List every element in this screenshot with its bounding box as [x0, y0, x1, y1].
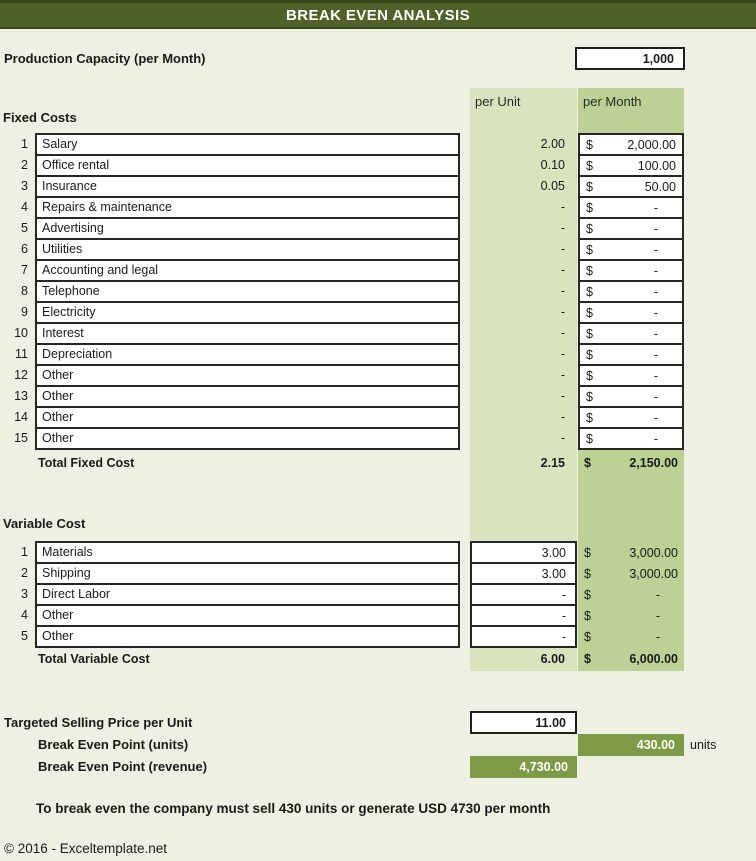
- fixed-cost-row: [0, 217, 756, 240]
- currency-symbol: $: [586, 347, 593, 362]
- per-month-value: -: [655, 629, 660, 644]
- per-unit-value: 0.10: [540, 158, 565, 172]
- per-month-cell: [578, 625, 684, 648]
- currency-symbol: $: [584, 545, 591, 560]
- fixed-cost-row: [0, 322, 756, 345]
- cost-name-cell[interactable]: Direct Labor: [35, 583, 460, 606]
- row-number: 4: [21, 608, 28, 622]
- per-month-cell[interactable]: [578, 385, 684, 408]
- row-number: 14: [14, 410, 28, 424]
- row-number: 3: [21, 179, 28, 193]
- per-month-value: -: [653, 200, 658, 215]
- variable-cost-row: [0, 625, 756, 648]
- total-variable-cost-row: [0, 648, 756, 671]
- per-unit-column-header: per Unit: [475, 94, 521, 109]
- row-number: 1: [21, 545, 28, 559]
- cost-name-cell[interactable]: Interest: [35, 322, 460, 345]
- per-month-value: -: [653, 368, 658, 383]
- per-month-value: -: [653, 284, 658, 299]
- per-month-value: -: [653, 263, 658, 278]
- total-variable-per-month: 6,000.00: [629, 652, 678, 666]
- currency-symbol: $: [586, 368, 593, 383]
- per-month-value: -: [653, 326, 658, 341]
- per-month-cell[interactable]: [578, 406, 684, 429]
- variable-costs-rows: [0, 541, 756, 648]
- fixed-cost-row: [0, 343, 756, 366]
- per-month-cell[interactable]: [578, 133, 684, 156]
- per-month-value: 3,000.00: [629, 545, 678, 560]
- per-unit-value: -: [560, 431, 565, 445]
- fixed-cost-row: [0, 238, 756, 261]
- per-month-value: -: [653, 221, 658, 236]
- per-month-cell: [578, 541, 684, 564]
- currency-symbol: $: [584, 629, 591, 644]
- per-month-value: 100.00: [637, 158, 676, 173]
- per-month-value: -: [653, 431, 658, 446]
- bep-units-suffix: units: [690, 738, 717, 752]
- per-month-value: 2,000.00: [627, 137, 676, 152]
- production-capacity-input[interactable]: 1,000: [575, 47, 685, 70]
- variable-cost-row: [0, 562, 756, 585]
- per-unit-value: -: [560, 242, 565, 256]
- currency-symbol: $: [584, 456, 591, 470]
- per-month-value: -: [655, 608, 660, 623]
- cost-name-cell[interactable]: Other: [35, 364, 460, 387]
- title-bar: [0, 0, 756, 29]
- fixed-costs-rows: [0, 133, 756, 450]
- per-month-cell[interactable]: [578, 217, 684, 240]
- per-unit-value: 2.00: [540, 137, 565, 151]
- cost-name-cell[interactable]: Materials: [35, 541, 460, 564]
- row-number: 2: [21, 158, 28, 172]
- variable-cost-heading: Variable Cost: [3, 516, 86, 531]
- production-capacity-label: Production Capacity (per Month): [4, 51, 206, 66]
- currency-symbol: $: [586, 137, 593, 152]
- fixed-cost-row: [0, 364, 756, 387]
- currency-symbol: $: [586, 284, 593, 299]
- per-unit-value: -: [560, 326, 565, 340]
- per-month-value: 50.00: [644, 179, 676, 194]
- cost-name-cell[interactable]: Other: [35, 625, 460, 648]
- per-unit-cell[interactable]: 3.00: [470, 562, 577, 585]
- variable-cost-row: [0, 583, 756, 606]
- cost-name-cell[interactable]: Salary: [35, 133, 460, 156]
- row-number: 3: [21, 587, 28, 601]
- currency-symbol: $: [586, 326, 593, 341]
- row-number: 7: [21, 263, 28, 277]
- fixed-cost-row: [0, 406, 756, 429]
- cost-name-cell[interactable]: Other: [35, 385, 460, 408]
- per-unit-value: -: [560, 389, 565, 403]
- fixed-cost-row: [0, 154, 756, 177]
- fixed-cost-row: [0, 175, 756, 198]
- per-unit-cell[interactable]: 3.00: [470, 541, 577, 564]
- break-even-summary-text: To break even the company must sell 430 units or generate USD 4730 per month: [36, 801, 551, 816]
- per-month-cell[interactable]: [578, 364, 684, 387]
- per-month-cell[interactable]: [578, 280, 684, 303]
- per-unit-value: 0.05: [540, 179, 565, 193]
- variable-cost-row: [0, 604, 756, 627]
- currency-symbol: $: [586, 305, 593, 320]
- total-variable-cost-label: Total Variable Cost: [38, 652, 150, 666]
- fixed-cost-row: [0, 133, 756, 156]
- cost-name-cell[interactable]: Other: [35, 406, 460, 429]
- cost-name-cell[interactable]: Shipping: [35, 562, 460, 585]
- currency-symbol: $: [586, 179, 593, 194]
- currency-symbol: $: [586, 431, 593, 446]
- per-month-value: -: [653, 242, 658, 257]
- currency-symbol: $: [586, 158, 593, 173]
- total-fixed-cost-label: Total Fixed Cost: [38, 456, 135, 470]
- cost-name-cell[interactable]: Insurance: [35, 175, 460, 198]
- cost-name-cell[interactable]: Utilities: [35, 238, 460, 261]
- per-unit-value: -: [560, 347, 565, 361]
- cost-name-cell[interactable]: Accounting and legal: [35, 259, 460, 282]
- per-month-cell[interactable]: [578, 301, 684, 324]
- copyright-text: © 2016 - Exceltemplate.net: [4, 841, 168, 856]
- per-month-cell[interactable]: [578, 427, 684, 450]
- per-month-cell[interactable]: [578, 343, 684, 366]
- per-unit-value: -: [560, 410, 565, 424]
- cost-name-cell[interactable]: Depreciation: [35, 343, 460, 366]
- fixed-cost-row: [0, 301, 756, 324]
- currency-symbol: $: [586, 200, 593, 215]
- currency-symbol: $: [586, 242, 593, 257]
- currency-symbol: $: [586, 221, 593, 236]
- cost-name-cell[interactable]: Advertising: [35, 217, 460, 240]
- total-fixed-cost-row: [0, 452, 756, 475]
- cost-name-cell[interactable]: Telephone: [35, 280, 460, 303]
- per-month-cell: [578, 562, 684, 585]
- per-month-cell[interactable]: [578, 259, 684, 282]
- row-number: 2: [21, 566, 28, 580]
- fixed-costs-heading: Fixed Costs: [3, 110, 77, 125]
- fixed-cost-row: [0, 259, 756, 282]
- per-unit-cell[interactable]: -: [470, 583, 577, 606]
- per-unit-value: -: [560, 221, 565, 235]
- row-number: 12: [14, 368, 28, 382]
- bep-units-value: 430.00: [578, 734, 684, 756]
- row-number: 5: [21, 221, 28, 235]
- per-unit-value: -: [560, 200, 565, 214]
- fixed-cost-row: [0, 196, 756, 219]
- total-variable-per-unit: 6.00: [540, 652, 565, 666]
- cost-name-cell[interactable]: Other: [35, 427, 460, 450]
- fixed-cost-row: [0, 280, 756, 303]
- total-fixed-per-unit: 2.15: [540, 456, 565, 470]
- currency-symbol: $: [584, 652, 591, 666]
- per-unit-value: -: [560, 263, 565, 277]
- selling-price-input[interactable]: 11.00: [470, 711, 577, 734]
- per-month-cell[interactable]: [578, 196, 684, 219]
- currency-symbol: $: [584, 566, 591, 581]
- per-month-cell[interactable]: [578, 238, 684, 261]
- fixed-cost-row: [0, 385, 756, 408]
- currency-symbol: $: [584, 608, 591, 623]
- row-number: 15: [14, 431, 28, 445]
- per-month-cell[interactable]: [578, 154, 684, 177]
- per-month-cell[interactable]: [578, 322, 684, 345]
- cost-name-cell[interactable]: Office rental: [35, 154, 460, 177]
- total-fixed-per-month: 2,150.00: [629, 456, 678, 470]
- per-month-cell: [578, 583, 684, 606]
- row-number: 6: [21, 242, 28, 256]
- row-number: 10: [14, 326, 28, 340]
- per-month-value: -: [653, 389, 658, 404]
- cost-name-cell[interactable]: Repairs & maintenance: [35, 196, 460, 219]
- row-number: 5: [21, 629, 28, 643]
- per-month-value: -: [653, 410, 658, 425]
- selling-price-label: Targeted Selling Price per Unit: [4, 715, 193, 730]
- fixed-cost-row: [0, 427, 756, 450]
- per-month-column-header: per Month: [583, 94, 642, 109]
- variable-cost-row: [0, 541, 756, 564]
- row-number: 11: [15, 347, 28, 361]
- per-month-cell[interactable]: [578, 175, 684, 198]
- cost-name-cell[interactable]: Other: [35, 604, 460, 627]
- row-number: 13: [14, 389, 28, 403]
- per-month-cell: [578, 604, 684, 627]
- currency-symbol: $: [586, 410, 593, 425]
- row-number: 9: [21, 305, 28, 319]
- currency-symbol: $: [584, 587, 591, 602]
- currency-symbol: $: [586, 263, 593, 278]
- cost-name-cell[interactable]: Electricity: [35, 301, 460, 324]
- per-month-value: -: [653, 305, 658, 320]
- row-number: 4: [21, 200, 28, 214]
- per-unit-value: -: [560, 305, 565, 319]
- per-unit-value: -: [560, 284, 565, 298]
- per-unit-value: -: [560, 368, 565, 382]
- per-unit-cell[interactable]: -: [470, 625, 577, 648]
- currency-symbol: $: [586, 389, 593, 404]
- page-title: BREAK EVEN ANALYSIS: [285, 6, 471, 24]
- per-unit-cell[interactable]: -: [470, 604, 577, 627]
- bep-units-label: Break Even Point (units): [38, 737, 189, 752]
- per-month-value: -: [653, 347, 658, 362]
- row-number: 1: [21, 137, 28, 151]
- bep-revenue-label: Break Even Point (revenue): [38, 759, 208, 774]
- per-month-value: 3,000.00: [629, 566, 678, 581]
- bep-revenue-value: 4,730.00: [470, 756, 577, 778]
- per-month-value: -: [655, 587, 660, 602]
- row-number: 8: [21, 284, 28, 298]
